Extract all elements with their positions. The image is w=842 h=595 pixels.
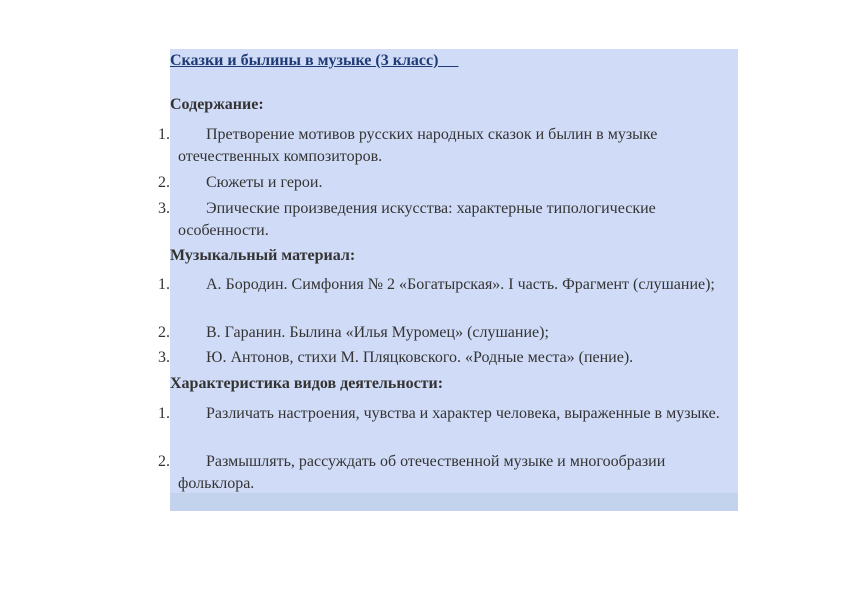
list-text: А. Бородин. Симфония № 2 «Богатырская». I часть. Фрагмент (слушание);: [206, 276, 715, 293]
list-number: 2.: [158, 174, 170, 191]
list-number: 2.: [158, 324, 170, 341]
list-text: Размышлять, рассуждать об отечественной музыке и многообразии фольклора.: [178, 453, 666, 492]
list-number: 1.: [158, 276, 170, 293]
list-number: 3.: [158, 200, 170, 217]
list-text: Различать настроения, чувства и характер человека, выраженные в музыке.: [206, 405, 720, 422]
list-text: Претворение мотивов русских народных сказок и былин в музыке отечественных композиторов.: [178, 126, 658, 165]
list-number: 3.: [158, 349, 170, 366]
list-number: 1.: [158, 126, 170, 143]
list-text: Сюжеты и герои.: [206, 174, 323, 191]
list-number: 2.: [158, 453, 170, 470]
section-heading-activities: Характеристика видов деятельности:: [170, 375, 444, 392]
list-text: В. Гаранин. Былина «Илья Муромец» (слушание);: [206, 324, 549, 341]
page-title: Сказки и былины в музыке (3 класс): [170, 52, 459, 69]
panel-footer-strip: [170, 493, 738, 511]
list-text: Эпические произведения искусства: характерные типологические особенности.: [178, 200, 656, 239]
section-heading-content: Содержание:: [170, 96, 264, 113]
list-number: 1.: [158, 405, 170, 422]
section-heading-music-material: Музыкальный материал:: [170, 247, 356, 264]
list-text: Ю. Антонов, стихи М. Пляцковского. «Родные места» (пение).: [206, 349, 634, 366]
